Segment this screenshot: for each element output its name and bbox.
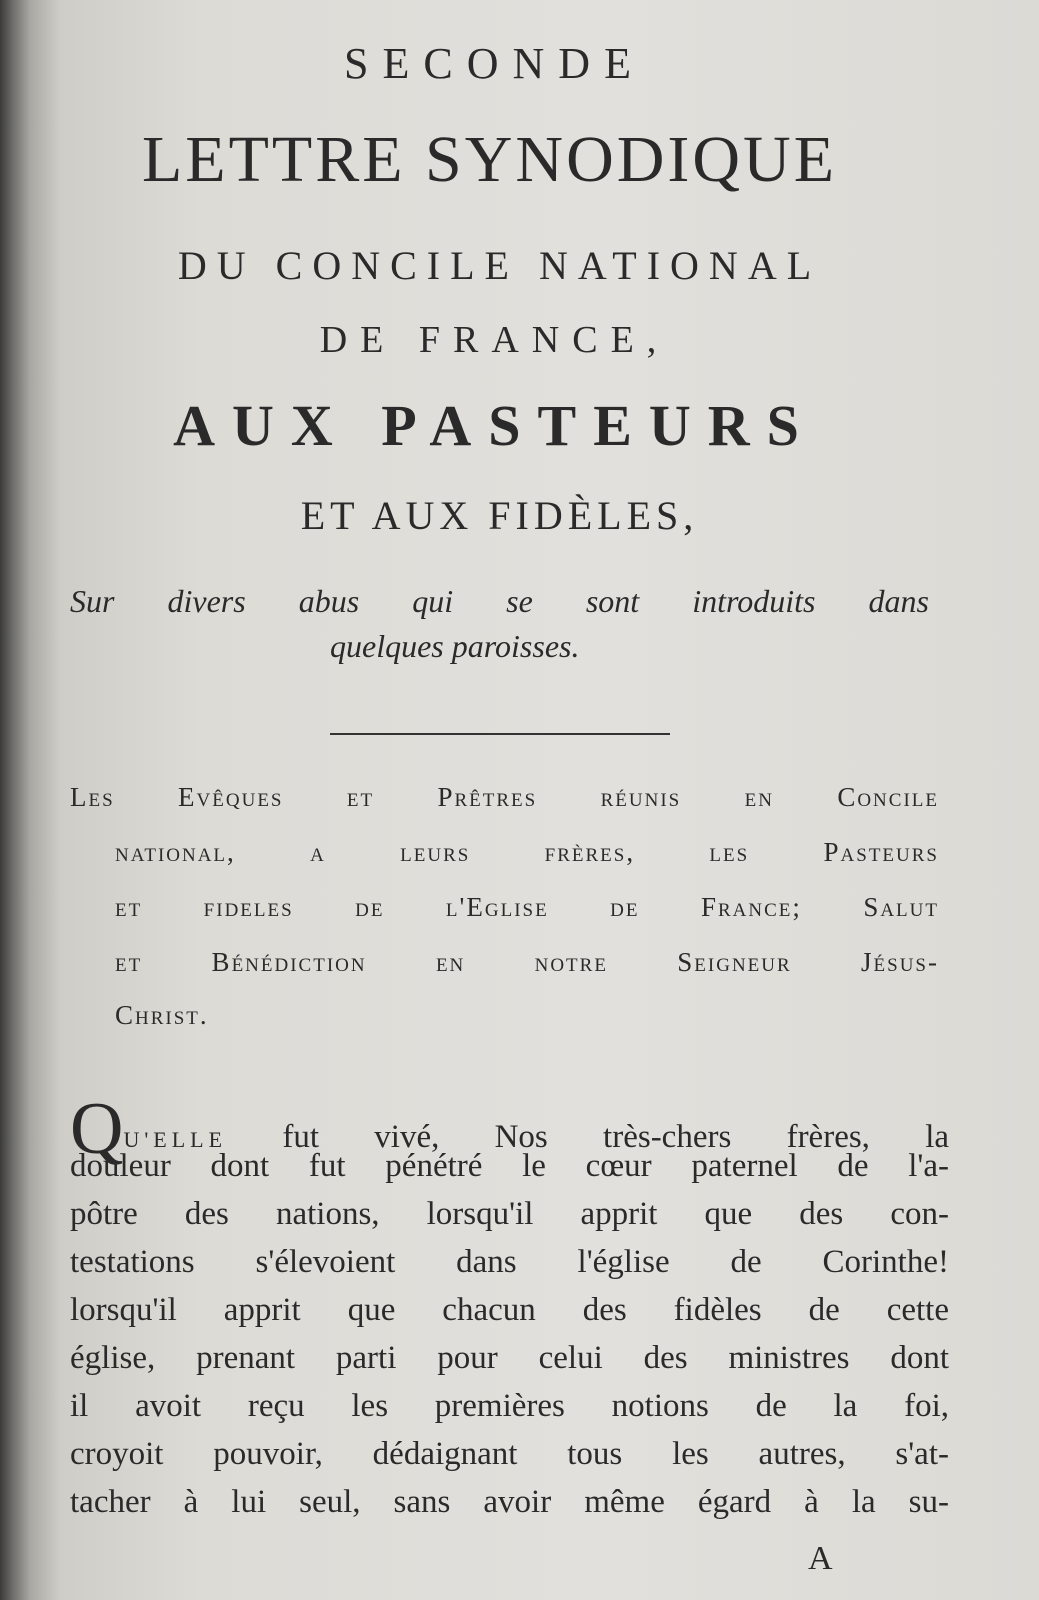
- body-line: croyoit pouvoir, dédaignant tous les autres, s'at-: [70, 1436, 949, 1472]
- title-line-3: DU CONCILE NATIONAL: [177, 243, 822, 288]
- address-line: et Bénédiction en notre Seigneur Jésus-: [115, 947, 939, 977]
- body-line: testations s'élevoient dans l'église de Corinthe!: [70, 1244, 949, 1280]
- body-line: douleur dont fut pénétré le cœur paternel de l'a-: [70, 1148, 949, 1184]
- divider-rule: [330, 733, 670, 735]
- first-line-text: fut vivé, Nos très-chers frères, la: [282, 1119, 950, 1155]
- body-line: pôtre des nations, lorsqu'il apprit que des con-: [70, 1196, 949, 1232]
- body-line: il avoit reçu les premières notions de la foi,: [70, 1388, 949, 1424]
- body-line: tacher à lui seul, sans avoir même égard à la su-: [70, 1484, 949, 1520]
- title-line-6: ET AUX FIDÈLES,: [300, 493, 699, 538]
- first-word-rest: U'ELLE: [123, 1127, 228, 1152]
- body-line: lorsqu'il apprit que chacun des fidèles de cette: [70, 1292, 949, 1328]
- drop-cap: Q: [70, 1088, 124, 1170]
- title-line-1: SECONDE: [344, 39, 645, 88]
- signature-mark: A: [808, 1540, 833, 1577]
- subtitle-line-2: quelques paroisses.: [330, 628, 580, 664]
- title-line-5: AUX PASTEURS: [173, 393, 816, 458]
- address-line: Christ.: [115, 1000, 209, 1030]
- subtitle-line-1: Sur divers abus qui se sont introduits dans: [70, 583, 929, 619]
- address-line: Les Evêques et Prêtres réunis en Concile: [70, 782, 939, 812]
- title-line-4: DE FRANCE,: [319, 319, 670, 361]
- address-line: et fideles de l'Eglise de France; Salut: [115, 892, 939, 922]
- address-line: national, a leurs frères, les Pasteurs: [115, 837, 939, 867]
- body-line: église, prenant parti pour celui des ministres dont: [70, 1340, 949, 1376]
- title-line-2: LETTRE SYNODIQUE: [141, 123, 838, 196]
